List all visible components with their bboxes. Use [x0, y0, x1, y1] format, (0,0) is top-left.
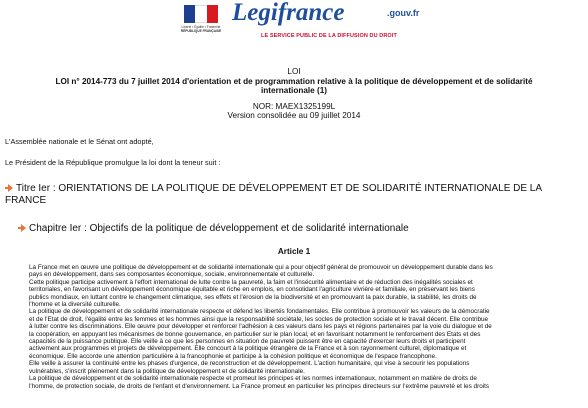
- republique-francaise-logo[interactable]: [178, 5, 224, 43]
- article-line: et de l'Etat de droit, l'égalité entre les femmes et les hommes ainsi que la responsabilité sociétale, les socles de protection sociale et le travail décent. Elle contribue: [29, 315, 489, 323]
- arrow-right-icon: [5, 184, 13, 192]
- doc-type: LOI: [287, 67, 301, 76]
- article-heading: Article 1: [277, 247, 311, 256]
- flag-band-white: [195, 5, 206, 23]
- doc-title-line1: LOI n° 2014-773 du 7 juillet 2014 d'orientation et de programmation relative à la politique de développement et de solidarité: [55, 77, 533, 86]
- doc-version: Version consolidée au 09 juillet 2014: [227, 111, 361, 120]
- article-line: La politique de développement et de solidarité internationale respecte et défend les libertés fondamentales. Elle contribue à promouvoir les valeurs de la démocratie: [29, 308, 490, 316]
- titre-heading[interactable]: [5, 183, 585, 206]
- flag-band-red: [207, 5, 218, 23]
- article-body: [29, 264, 574, 390]
- article-line: Cette politique participe activement à l'effort international de lutte contre la pauvreté, la faim et l'insécurité alimentaire et de réduction des inégalités sociales et: [29, 278, 473, 286]
- titre-label-line2[interactable]: FRANCE: [5, 194, 47, 206]
- article-line: pays en développement, dans ses composantes économique, sociale, environnementale et culturelle.: [29, 271, 315, 279]
- article-line: économique. Elle accorde une attention particulière à la francophonie et participe à la cohésion politique et économique de l'espace francophone.: [29, 352, 437, 360]
- article-line: La politique de développement et de solidarité internationale respecte et promeut les principes et les normes internationaux, notamment en matière de droits de: [29, 375, 477, 383]
- site-header: [178, 0, 420, 45]
- flag-band-blue: [184, 5, 195, 23]
- chapitre-label[interactable]: Chapitre Ier : Objectifs de la politique de développement et de solidarité internationale: [29, 223, 409, 234]
- preamble-line1: L'Assemblée nationale et le Sénat ont adopté,: [5, 137, 154, 146]
- preamble-line2: Le Président de la République promulgue la loi dont la teneur suit :: [5, 158, 221, 167]
- legifrance-tagline: LE SERVICE PUBLIC DE LA DIFFUSION DU DROIT: [261, 33, 397, 39]
- article-line: La France met en œuvre une politique de développement et de solidarité internationale qui a pour objectif général de promouvoir un développement durable dans les: [29, 264, 493, 271]
- seal-motto-line2: RÉPUBLIQUE FRANÇAISE: [180, 29, 222, 33]
- article-line: activement aux programmes et projets de développement. Elle concourt à la politique étrangère de la France et à son rayonnement culturel, diplomatique et: [29, 345, 467, 353]
- article-line: publics mondiaux, en luttant contre le changement climatique, ses effets et l'érosion de la biodiversité et en promouvant la paix durable, la stabilité, les droits de: [29, 293, 477, 301]
- article-line: territoriales, en favorisant un développement économique équitable et riche en emplois, en consolidant l'agriculture vivrière et familiale, en préservant les biens: [29, 286, 475, 294]
- article-line: à lutter contre les discriminations. Elle œuvre pour développer et renforcer l'adhésion à ces valeurs dans les pays et régions partenaires par la voie du dialogue et de: [29, 323, 492, 331]
- article-line: vulnérables, s'inscrit pleinement dans la politique de développement et de solidarité internationale.: [29, 367, 305, 375]
- seal-motto: [178, 25, 224, 33]
- chapitre-heading[interactable]: [18, 223, 578, 235]
- legifrance-logo[interactable]: Legifrance: [232, 0, 345, 26]
- article-line: Elle veille à assurer la continuité entre les phases d'urgence, de reconstruction et de développement. L'action humanitaire, qui vise à secourir les populations: [29, 360, 470, 368]
- arrow-right-icon: [18, 224, 26, 232]
- french-flag-icon: [184, 5, 218, 23]
- seal-motto-line1: Liberté • Égalité • Fraternité: [181, 25, 221, 29]
- article-line: l'homme et la diversité culturelle.: [29, 301, 121, 309]
- article-line: capacités de la puissance publique. Elle veille à ce que les personnes en situation de pauvreté puissent être en capacité d'exercer leurs droits et participent: [29, 338, 466, 346]
- article-line: la coopération, en appuyant les mécanismes de bonne gouvernance, en particulier sur le plan local, et en favorisant notamment le renforcement des Etats et des: [29, 330, 481, 338]
- doc-title-line2: internationale (1): [261, 86, 327, 95]
- legifrance-domain: .gouv.fr: [387, 8, 420, 18]
- article-line: l'homme, de protection sociale, de droits de l'enfant et d'environnement. La France promeut en particulier les principes directeurs sur l'extrême pauvreté et les droits: [29, 382, 490, 390]
- doc-nor: NOR: MAEX1325199L: [252, 102, 336, 111]
- titre-label-line1[interactable]: Titre Ier : ORIENTATIONS DE LA POLITIQUE DE DÉVELOPPEMENT ET DE SOLIDARITÉ INTERNATIONALE DE LA: [16, 183, 543, 194]
